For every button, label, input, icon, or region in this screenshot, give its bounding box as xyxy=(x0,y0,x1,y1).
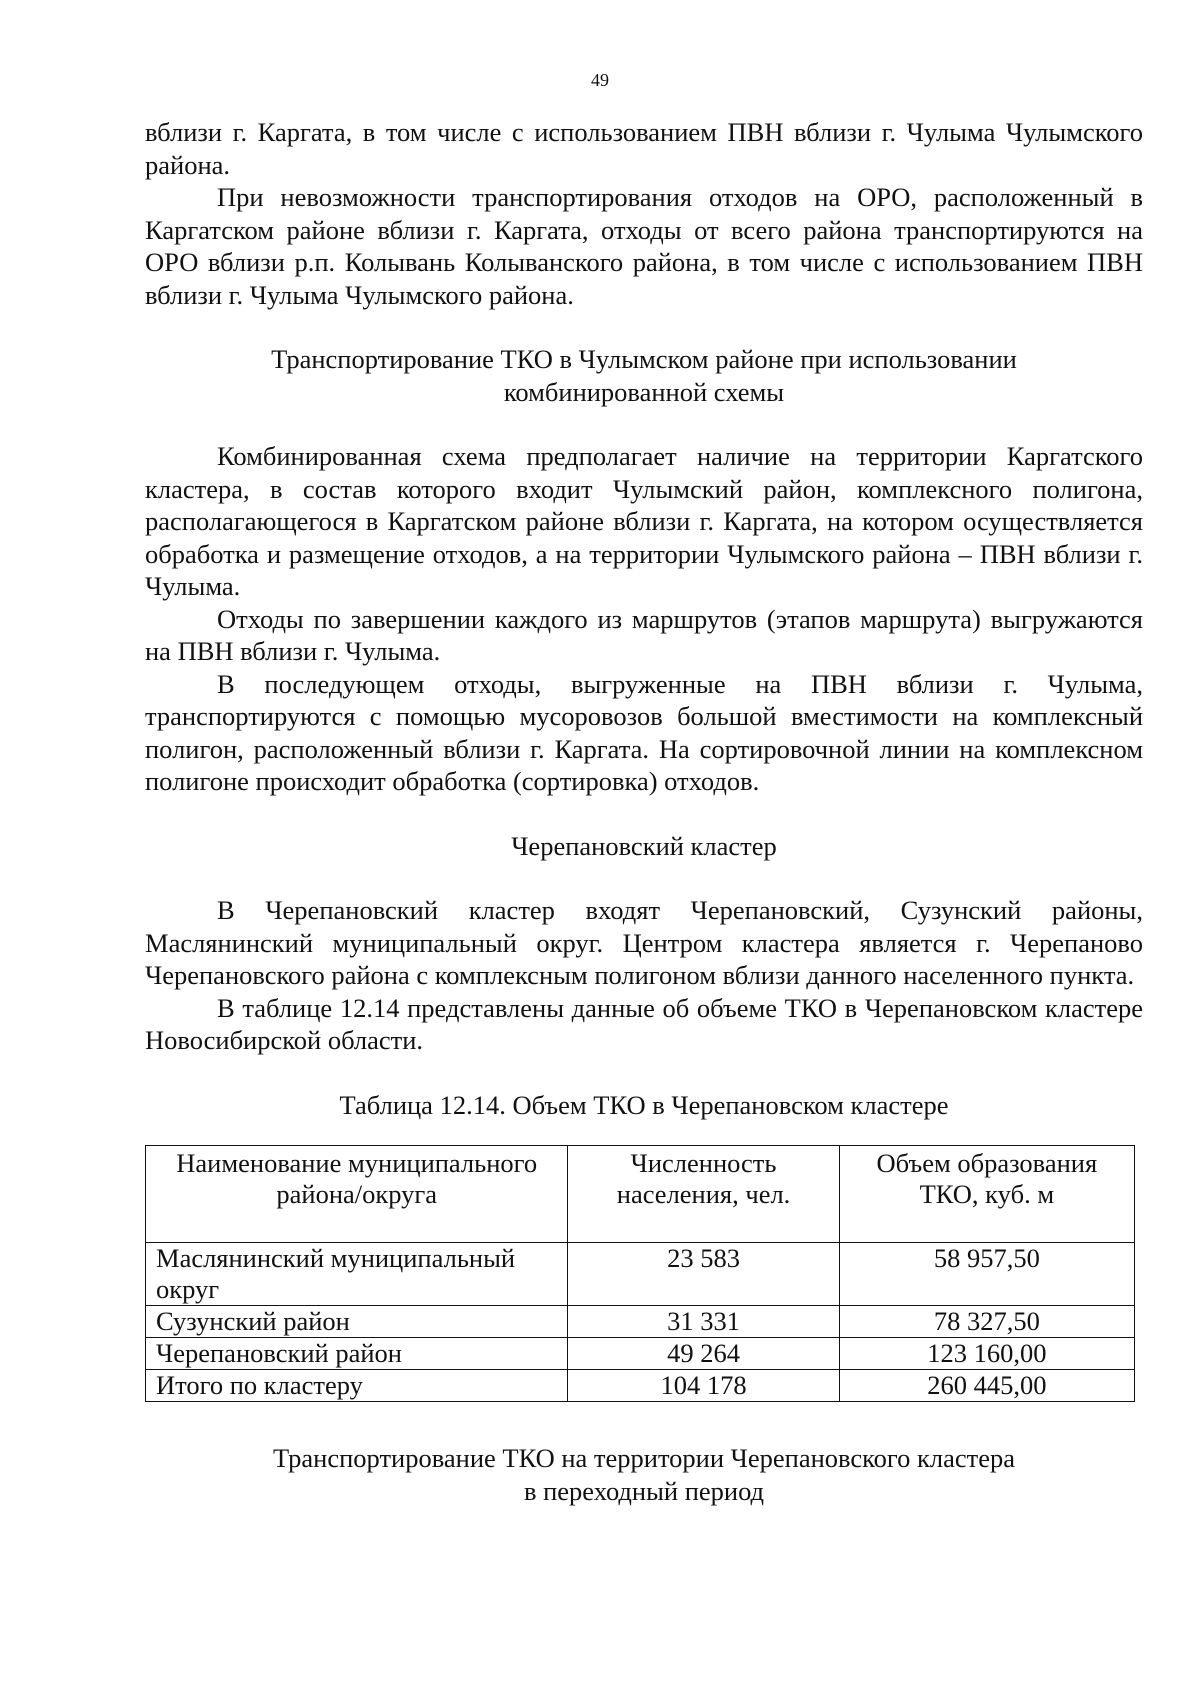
page-number: 49 xyxy=(591,70,609,90)
table-row xyxy=(146,1243,1135,1306)
cell-population: 104 178 xyxy=(568,1370,839,1402)
header-tko-volume: Объем образования ТКО, куб. м xyxy=(839,1146,1134,1243)
table-row xyxy=(146,1306,1135,1338)
paragraph-fallback-route: При невозможности транспортирования отходов на ОРО, расположенный в Каргатском районе вблизи г. Каргата, отходы от всего района транспортируются на ОРО вблизи р.п. Колывань Колыванского района, в том числе с использованием ПВН вблизи г. Чулыма Чулымского района. xyxy=(145,182,1143,310)
tko-volume-table xyxy=(145,1145,1135,1402)
paragraph-unloading: Отходы по завершении каждого из маршрутов (этапов маршрута) выгружаются на ПВН вблизи г. Чулыма. xyxy=(145,603,1143,666)
paragraph-table-intro: В таблице 12.14 представлены данные об объеме ТКО в Черепановском кластере Новосибирской области. xyxy=(145,992,1143,1055)
cell-volume: 123 160,00 xyxy=(839,1338,1134,1370)
cell-name: Итого по кластеру xyxy=(146,1370,568,1402)
cell-name: Сузунский район xyxy=(146,1306,568,1338)
cell-name: Маслянинский муниципальный округ xyxy=(146,1243,568,1306)
paragraph-combined-scheme: Комбинированная схема предполагает наличие на территории Каргатского кластера, в состав которого входит Чулымский район, комплексного полигона, располагающегося в Каргатском районе вблизи г. Каргата, на котором осуществляется обработка и размещение отходов, а на территории Чулымского района – ПВН вблизи г. Чулыма. xyxy=(145,441,1143,601)
section-heading-transition: Транспортирование ТКО на территории Черепановского кластера в переходный период xyxy=(272,1443,1015,1506)
cell-population: 31 331 xyxy=(568,1306,839,1338)
cell-volume: 260 445,00 xyxy=(839,1370,1134,1402)
cell-population: 49 264 xyxy=(568,1338,839,1370)
table-row xyxy=(146,1338,1135,1370)
paragraph-continuation: вблизи г. Каргата, в том числе с использованием ПВН вблизи г. Чулыма Чулымского района. xyxy=(145,117,1143,180)
paragraph-transport: В последующем отходы, выгруженные на ПВН вблизи г. Чулыма, транспортируются с помощью мусоровозов большой вместимости на комплексный полигон, расположенный вблизи г. Каргата. На сортировочной линии на комплексном полигоне происходит обработка (сортировка) отходов. xyxy=(145,668,1143,796)
table-caption: Таблица 12.14. Объем ТКО в Черепановском кластере xyxy=(339,1089,949,1120)
cell-population: 23 583 xyxy=(568,1243,839,1306)
section-heading-chulym: Транспортирование ТКО в Чулымском районе при использовании комбинированной схемы xyxy=(271,344,1017,407)
cell-volume: 78 327,50 xyxy=(839,1306,1134,1338)
section-heading-cherepanovo: Черепановский кластер xyxy=(511,830,777,861)
page-content xyxy=(145,116,1143,1507)
table-total-row xyxy=(146,1370,1135,1402)
table-header-row xyxy=(146,1146,1135,1243)
cell-volume: 58 957,50 xyxy=(839,1243,1134,1306)
paragraph-cluster-composition: В Черепановский кластер входят Черепановский, Сузунский районы, Маслянинский муниципальный округ. Центром кластера является г. Черепаново Черепановского района с комплексным полигоном вблизи данного населенного пункта. xyxy=(145,895,1143,990)
cell-name: Черепановский район xyxy=(146,1338,568,1370)
header-population: Численность населения, чел. xyxy=(568,1146,839,1243)
header-municipality: Наименование муниципального района/округа xyxy=(146,1146,568,1243)
